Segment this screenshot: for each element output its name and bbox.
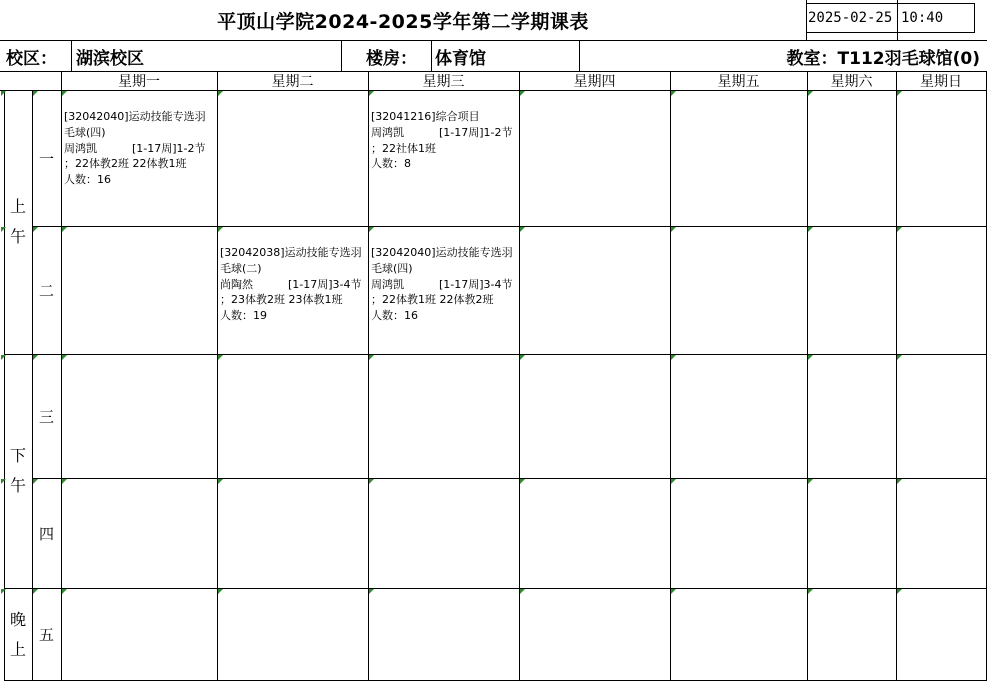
schedule-cell[interactable] bbox=[218, 589, 368, 681]
comment-marker-icon bbox=[808, 227, 813, 232]
slot-label: 四 bbox=[38, 524, 54, 543]
schedule-cell[interactable] bbox=[808, 227, 896, 354]
slot-label: 三 bbox=[38, 407, 54, 426]
comment-marker-icon bbox=[1, 355, 6, 360]
schedule-cell[interactable] bbox=[218, 479, 368, 588]
comment-marker-icon bbox=[897, 589, 902, 594]
slot-label: 二 bbox=[38, 281, 54, 300]
comment-marker-icon bbox=[808, 479, 813, 484]
slot-label: 五 bbox=[38, 626, 54, 644]
border-line bbox=[806, 0, 807, 40]
comment-marker-icon bbox=[33, 227, 38, 232]
day-header: 星期二 bbox=[271, 73, 314, 90]
comment-marker-icon bbox=[808, 589, 813, 594]
schedule-cell[interactable] bbox=[897, 227, 986, 354]
time-cell[interactable]: 10:40 bbox=[897, 3, 975, 33]
comment-marker-icon bbox=[671, 91, 676, 96]
day-header: 星期五 bbox=[717, 73, 760, 90]
schedule-cell[interactable] bbox=[369, 479, 519, 588]
schedule-cell[interactable] bbox=[897, 355, 986, 478]
schedule-cell[interactable] bbox=[520, 589, 670, 681]
comment-marker-icon bbox=[62, 479, 67, 484]
schedule-cell[interactable] bbox=[897, 91, 986, 226]
schedule-cell[interactable] bbox=[62, 227, 217, 354]
comment-marker-icon bbox=[808, 355, 813, 360]
building-value[interactable]: 体育馆 bbox=[435, 48, 486, 69]
period-char: 上 bbox=[9, 197, 26, 216]
period-char: 上 bbox=[9, 639, 26, 659]
comment-marker-icon bbox=[671, 355, 676, 360]
comment-marker-icon bbox=[897, 355, 902, 360]
comment-marker-icon bbox=[520, 479, 525, 484]
grid-line bbox=[71, 40, 72, 71]
comment-marker-icon bbox=[1, 479, 6, 484]
schedule-cell[interactable] bbox=[808, 589, 896, 681]
comment-marker-icon bbox=[897, 479, 902, 484]
comment-marker-icon bbox=[62, 355, 67, 360]
comment-marker-icon bbox=[218, 479, 223, 484]
course-entry[interactable]: [32042040]运动技能专选羽毛球(四) 周鸿凯 [1-17周]3-4节 ；22体教1班 22体教2班 人数：16 bbox=[371, 246, 513, 323]
period-char: 午 bbox=[9, 476, 26, 495]
comment-marker-icon bbox=[1, 589, 6, 594]
page-title: 平顶山学院2024-2025学年第二学期课表 bbox=[217, 10, 589, 33]
comment-marker-icon bbox=[62, 589, 67, 594]
schedule-cell[interactable] bbox=[369, 355, 519, 478]
comment-marker-icon bbox=[671, 227, 676, 232]
comment-marker-icon bbox=[1, 227, 6, 232]
schedule-cell[interactable] bbox=[808, 479, 896, 588]
period-label bbox=[4, 354, 32, 588]
comment-marker-icon bbox=[218, 589, 223, 594]
comment-marker-icon bbox=[33, 479, 38, 484]
comment-marker-icon bbox=[671, 479, 676, 484]
schedule-cell[interactable] bbox=[520, 479, 670, 588]
comment-marker-icon bbox=[520, 91, 525, 96]
schedule-cell[interactable] bbox=[520, 91, 670, 226]
grid-line bbox=[431, 40, 432, 71]
schedule-cell[interactable] bbox=[671, 479, 807, 588]
schedule-cell[interactable] bbox=[897, 589, 986, 681]
day-header: 星期四 bbox=[573, 73, 616, 90]
schedule-cell[interactable] bbox=[520, 355, 670, 478]
period-char: 下 bbox=[9, 446, 26, 465]
border-line bbox=[0, 40, 987, 41]
course-entry[interactable]: [32041216]综合项目 周鸿凯 [1-17周]1-2节 ；22社体1班 人数：8 bbox=[371, 110, 513, 171]
campus-label: 校区： bbox=[6, 48, 57, 69]
schedule-cell[interactable] bbox=[671, 227, 807, 354]
schedule-cell[interactable] bbox=[62, 355, 217, 478]
period-label bbox=[4, 588, 32, 681]
date-cell[interactable]: 2025-02-25 bbox=[806, 3, 898, 33]
schedule-cell[interactable] bbox=[808, 355, 896, 478]
building-label: 楼房： bbox=[366, 48, 417, 69]
period-label bbox=[4, 90, 32, 354]
comment-marker-icon bbox=[520, 355, 525, 360]
comment-marker-icon bbox=[1, 91, 6, 96]
comment-marker-icon bbox=[369, 355, 374, 360]
schedule-cell[interactable] bbox=[62, 589, 217, 681]
comment-marker-icon bbox=[218, 355, 223, 360]
comment-marker-icon bbox=[808, 91, 813, 96]
comment-marker-icon bbox=[369, 91, 374, 96]
schedule-cell[interactable] bbox=[62, 479, 217, 588]
schedule-cell[interactable] bbox=[897, 479, 986, 588]
comment-marker-icon bbox=[218, 227, 223, 232]
border-line bbox=[986, 71, 987, 681]
comment-marker-icon bbox=[62, 91, 67, 96]
schedule-cell[interactable] bbox=[671, 355, 807, 478]
comment-marker-icon bbox=[369, 589, 374, 594]
period-char: 晚 bbox=[9, 609, 26, 629]
schedule-cell[interactable] bbox=[671, 589, 807, 681]
schedule-cell[interactable] bbox=[520, 227, 670, 354]
comment-marker-icon bbox=[218, 91, 223, 96]
comment-marker-icon bbox=[369, 227, 374, 232]
grid-line bbox=[579, 40, 580, 71]
day-header: 星期六 bbox=[830, 73, 873, 90]
comment-marker-icon bbox=[897, 91, 902, 96]
day-header: 星期日 bbox=[920, 73, 962, 90]
schedule-cell[interactable] bbox=[218, 355, 368, 478]
border-line bbox=[897, 0, 898, 40]
schedule-cell[interactable] bbox=[369, 589, 519, 681]
classroom-value[interactable]: 教室：T112羽毛球馆(0) bbox=[786, 48, 980, 69]
comment-marker-icon bbox=[671, 589, 676, 594]
comment-marker-icon bbox=[369, 479, 374, 484]
schedule-cell[interactable] bbox=[218, 91, 368, 226]
campus-value[interactable]: 湖滨校区 bbox=[76, 48, 144, 69]
comment-marker-icon bbox=[897, 227, 902, 232]
slot-label: 一 bbox=[38, 149, 54, 168]
comment-marker-icon bbox=[33, 91, 38, 96]
schedule-cell[interactable] bbox=[671, 91, 807, 226]
grid-line bbox=[341, 40, 342, 71]
comment-marker-icon bbox=[62, 227, 67, 232]
comment-marker-icon bbox=[33, 589, 38, 594]
course-entry[interactable]: [32042040]运动技能专选羽毛球(四) 周鸿凯 [1-17周]1-2节 ；22体教2班 22体教1班 人数：16 bbox=[64, 110, 206, 187]
course-entry[interactable]: [32042038]运动技能专选羽毛球(二) 尚陶然 [1-17周]3-4节 ；23体教2班 23体教1班 人数：19 bbox=[220, 246, 362, 323]
comment-marker-icon bbox=[520, 227, 525, 232]
period-char: 午 bbox=[9, 227, 26, 246]
day-header: 星期三 bbox=[422, 73, 465, 90]
schedule-cell[interactable] bbox=[808, 91, 896, 226]
day-header: 星期一 bbox=[118, 73, 160, 90]
comment-marker-icon bbox=[33, 355, 38, 360]
comment-marker-icon bbox=[520, 589, 525, 594]
